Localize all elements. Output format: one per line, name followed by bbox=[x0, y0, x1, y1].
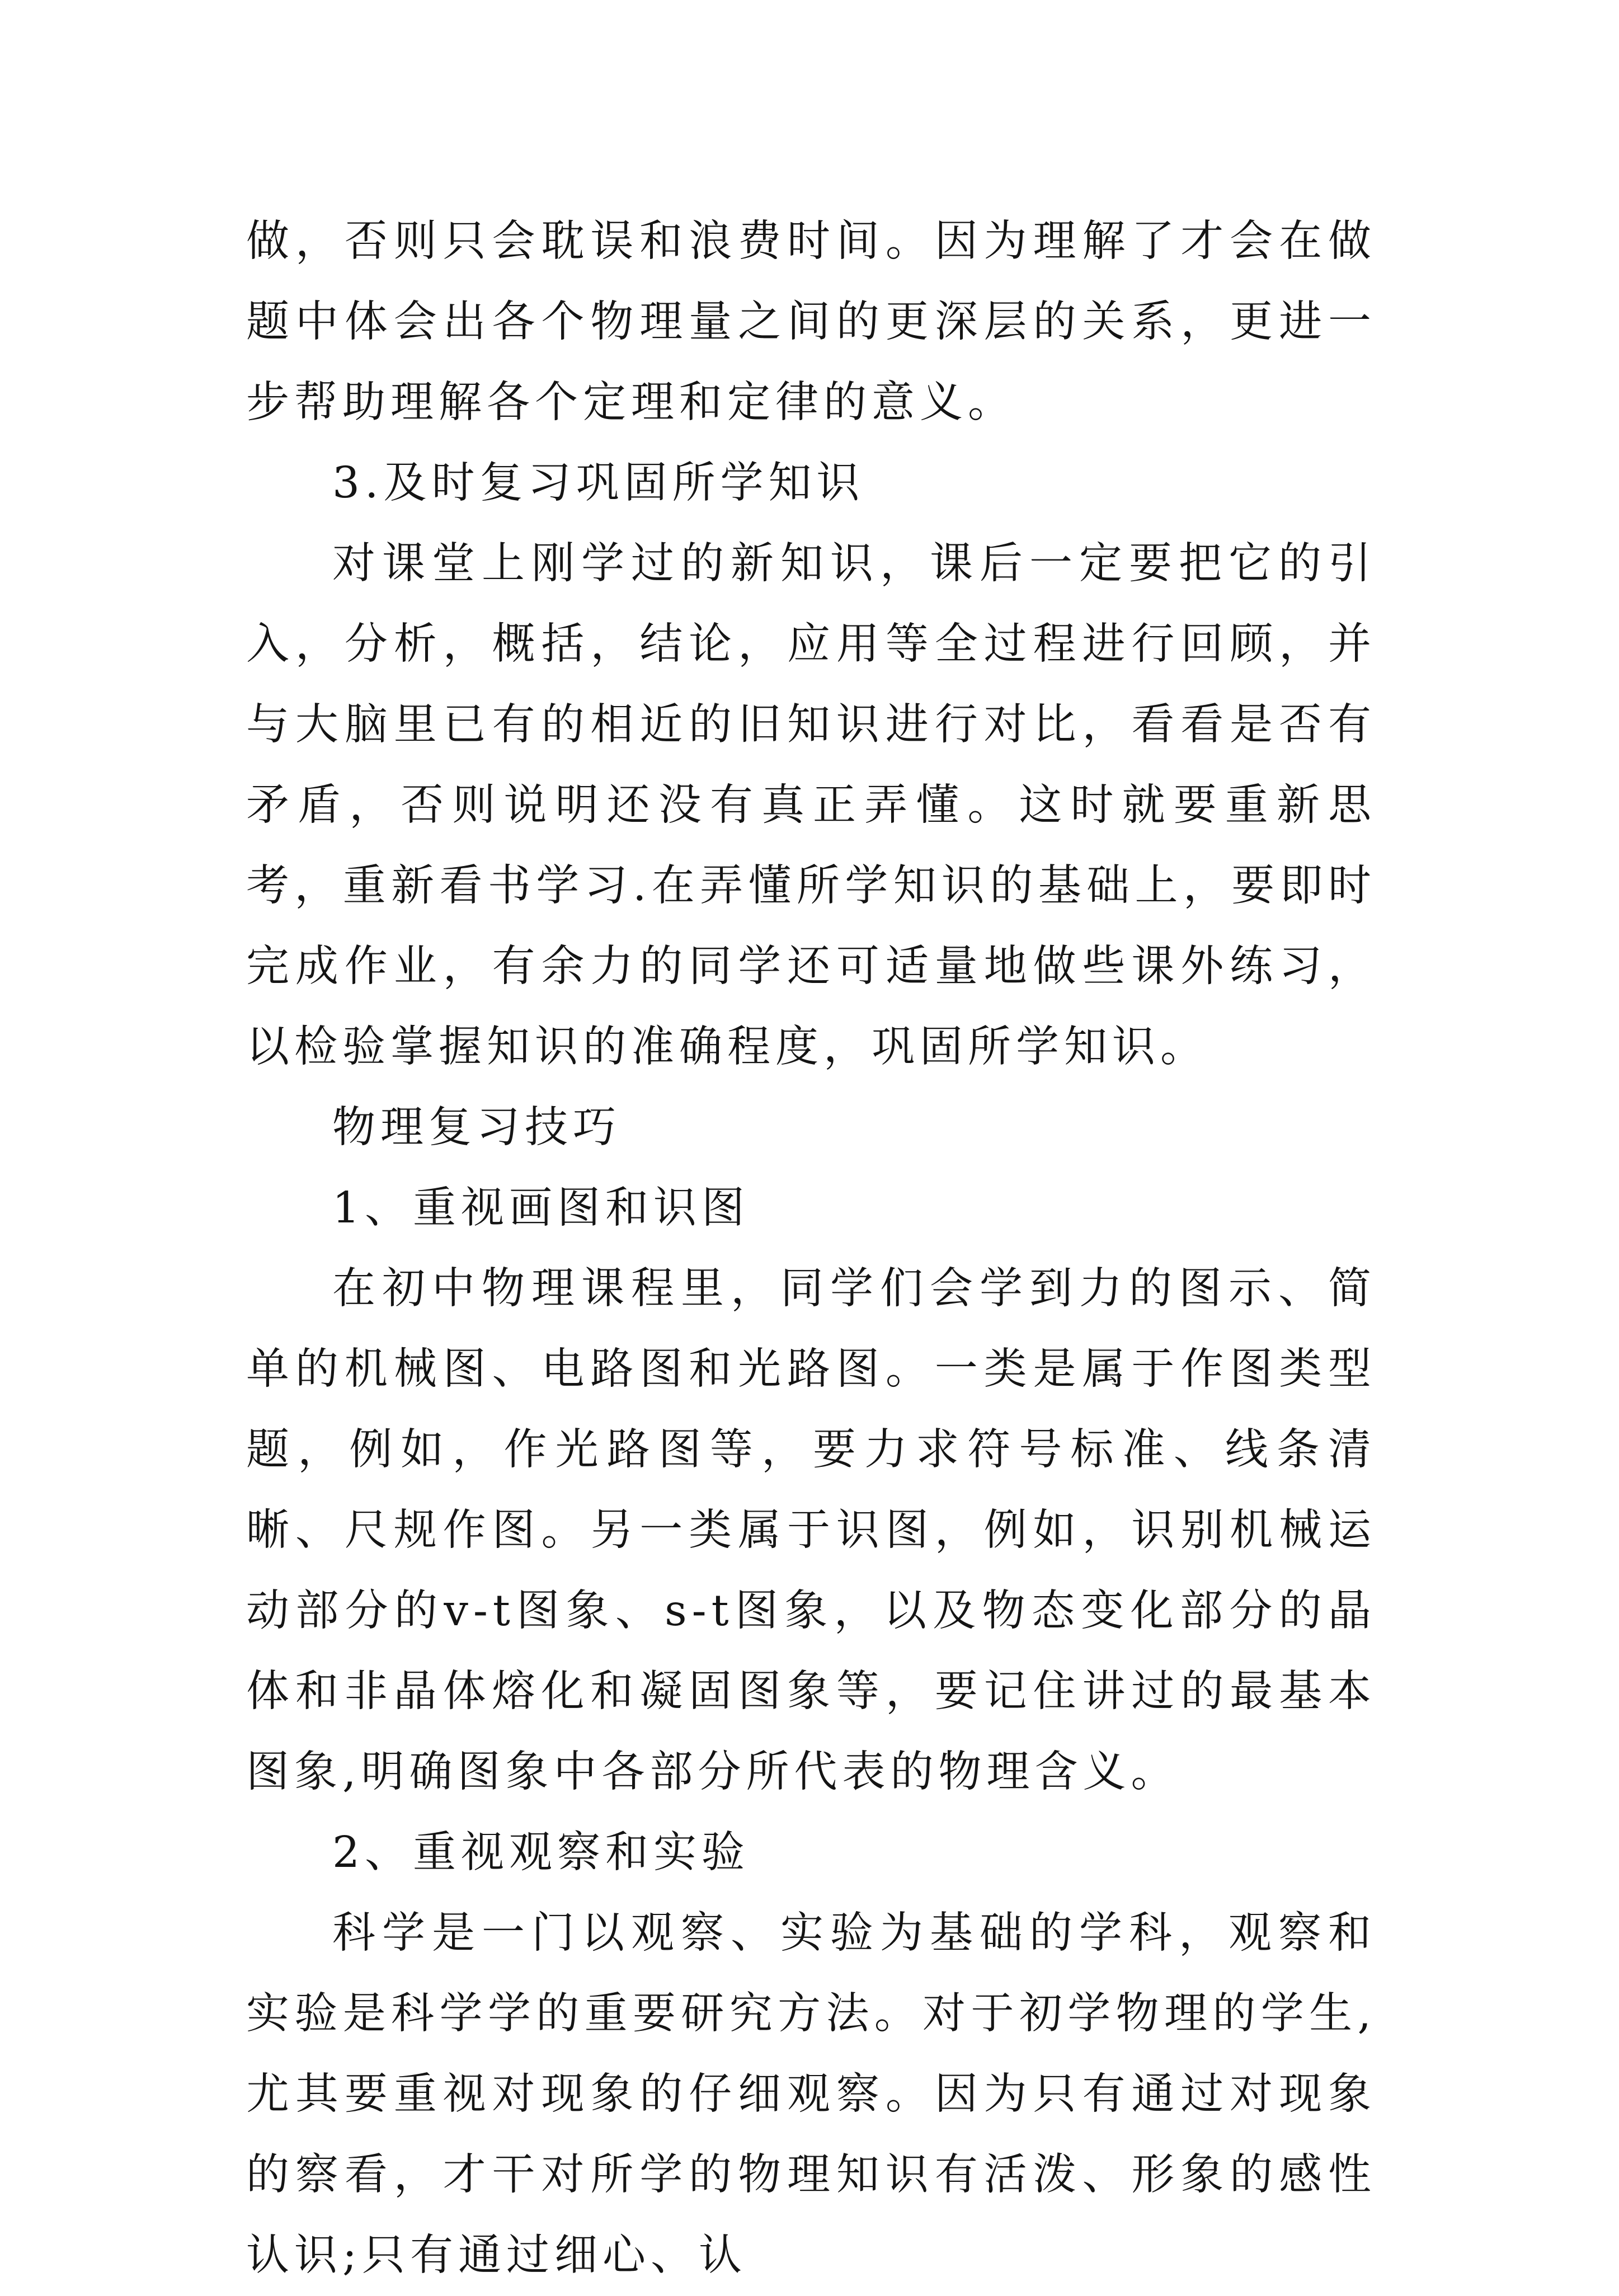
subheading-drawing: 1、重视画图和识图 bbox=[332, 1183, 750, 1233]
subheading-experiment: 2、重视观察和实验 bbox=[332, 1828, 750, 1878]
document-body bbox=[246, 201, 1376, 2296]
section-heading-tips: 物理复习技巧 bbox=[332, 1103, 621, 1152]
paragraph-continuation: 做，否则只会耽误和浪费时间。因为理解了才会在做题中体会出各个物理量之间的更深层的关系，更进一步帮助理解各个定理和定律的意义。 bbox=[246, 217, 1376, 427]
section-heading-review: 3.及时复习巩固所学知识 bbox=[332, 458, 865, 508]
paragraph-review: 对课堂上刚学过的新知识，课后一定要把它的引入，分析，概括，结论，应用等全过程进行回顾，并与大脑里已有的相近的旧知识进行对比，看看是否有矛盾，否则说明还没有真正弄懂。这时就要重新思考，重新看书学习.在弄懂所学知识的基础上，要即时完成作业，有余力的同学还可适量地做些课外练习，以检验掌握知识的准确程度，巩固所学知识。 bbox=[246, 539, 1376, 1072]
paragraph-drawing: 在初中物理课程里，同学们会学到力的图示、简单的机械图、电路图和光路图。一类是属于作图类型题，例如，作光路图等，要力求符号标准、线条清晰、尺规作图。另一类属于识图，例如，识别机械运动部分的v-t图象、s-t图象，以及物态变化部分的晶体和非晶体熔化和凝固图象等，要记住讲过的最基本图象,明确图象中各部分所代表的物理含义。 bbox=[246, 1264, 1376, 1797]
paragraph-experiment: 科学是一门以观察、实验为基础的学科，观察和实验是科学学的重要研究方法。对于初学物理的学生,尤其要重视对现象的仔细观察。因为只有通过对现象的察看，才干对所学的物理知识有活泼、形象的感性认识;只有通过细心、认 bbox=[246, 1908, 1376, 2280]
